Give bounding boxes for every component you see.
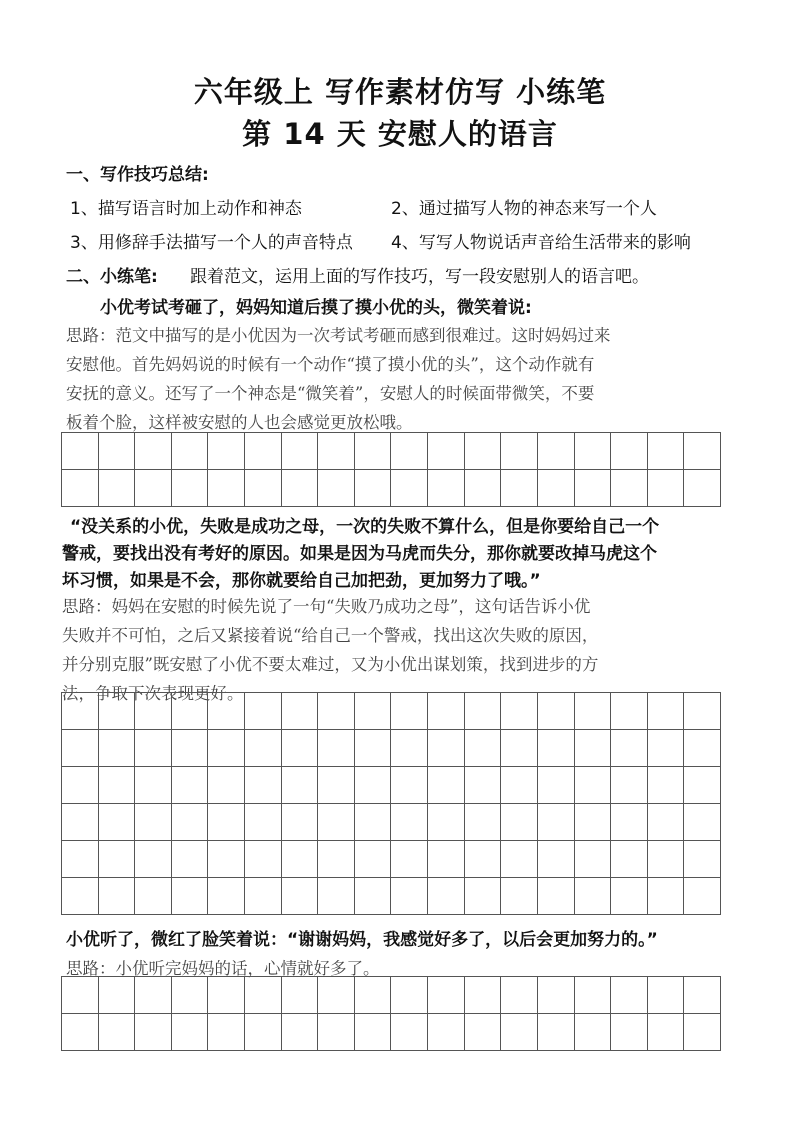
- grid-cell[interactable]: [538, 977, 575, 1014]
- grid-cell[interactable]: [538, 804, 575, 841]
- grid-cell[interactable]: [428, 730, 465, 767]
- grid-cell[interactable]: [99, 977, 136, 1014]
- passage1-thought-line: 思路：范文中描写的是小优因为一次考试考砸而感到很难过。这时妈妈过来: [66, 326, 611, 345]
- grid-cell[interactable]: [428, 878, 465, 915]
- grid-cell[interactable]: [355, 878, 392, 915]
- grid-cell[interactable]: [318, 767, 355, 804]
- grid-cell[interactable]: [318, 470, 355, 507]
- grid-cell[interactable]: [611, 804, 648, 841]
- grid-cell[interactable]: [208, 433, 245, 470]
- grid-cell[interactable]: [172, 841, 209, 878]
- grid-cell[interactable]: [135, 841, 172, 878]
- grid-cell[interactable]: [135, 433, 172, 470]
- grid-cell[interactable]: [611, 767, 648, 804]
- tip-1: 1、描写语言时加上动作和神态: [70, 199, 302, 219]
- passage2-sentence-line: “没关系的小优，失败是成功之母，一次的失败不算什么，但是你要给自己一个: [70, 517, 660, 537]
- grid-row: [62, 730, 721, 767]
- grid-cell[interactable]: [282, 767, 319, 804]
- grid-cell[interactable]: [282, 433, 319, 470]
- grid-cell[interactable]: [428, 470, 465, 507]
- grid-cell[interactable]: [501, 433, 538, 470]
- grid-cell[interactable]: [428, 841, 465, 878]
- grid-cell[interactable]: [172, 693, 209, 730]
- grid-cell[interactable]: [245, 730, 282, 767]
- grid-cell[interactable]: [172, 767, 209, 804]
- grid-cell[interactable]: [355, 977, 392, 1014]
- grid-cell[interactable]: [318, 1014, 355, 1051]
- grid-row: [62, 804, 721, 841]
- section2-heading: 二、小练笔:: [66, 267, 158, 287]
- grid-cell[interactable]: [135, 804, 172, 841]
- grid-cell[interactable]: [391, 841, 428, 878]
- grid-cell[interactable]: [684, 841, 721, 878]
- grid-cell[interactable]: [465, 977, 502, 1014]
- grid-cell[interactable]: [318, 433, 355, 470]
- grid-cell[interactable]: [501, 730, 538, 767]
- grid-cell[interactable]: [208, 804, 245, 841]
- grid-cell[interactable]: [62, 730, 99, 767]
- grid-cell[interactable]: [62, 470, 99, 507]
- grid-cell[interactable]: [355, 804, 392, 841]
- grid-cell[interactable]: [428, 693, 465, 730]
- grid-cell[interactable]: [428, 804, 465, 841]
- grid-cell[interactable]: [62, 804, 99, 841]
- grid-cell[interactable]: [575, 841, 612, 878]
- grid-row: [62, 878, 721, 915]
- grid-cell[interactable]: [611, 1014, 648, 1051]
- passage2-thought-line: 思路：妈妈在安慰的时候先说了一句“失败乃成功之母”，这句话告诉小优: [62, 597, 591, 616]
- grid-cell[interactable]: [135, 1014, 172, 1051]
- grid-cell[interactable]: [684, 804, 721, 841]
- tip-3: 3、用修辞手法描写一个人的声音特点: [70, 233, 353, 253]
- grid-cell[interactable]: [428, 977, 465, 1014]
- passage1-thought-line: 安慰他。首先妈妈说的时候有一个动作“摸了摸小优的头”，这个动作就有: [66, 355, 595, 374]
- section2-instruction: 跟着范文，运用上面的写作技巧，写一段安慰别人的语言吧。: [190, 267, 649, 287]
- grid-cell[interactable]: [135, 470, 172, 507]
- grid-cell[interactable]: [318, 977, 355, 1014]
- grid-cell[interactable]: [648, 693, 685, 730]
- grid-cell[interactable]: [99, 804, 136, 841]
- grid-cell[interactable]: [62, 767, 99, 804]
- grid-cell[interactable]: [465, 693, 502, 730]
- grid-cell[interactable]: [62, 878, 99, 915]
- grid-row: [62, 1014, 721, 1051]
- grid-cell[interactable]: [501, 1014, 538, 1051]
- grid-cell[interactable]: [135, 693, 172, 730]
- grid-cell[interactable]: [318, 841, 355, 878]
- writing-grid-3[interactable]: [61, 976, 721, 1051]
- grid-cell[interactable]: [282, 693, 319, 730]
- grid-cell[interactable]: [575, 977, 612, 1014]
- grid-row: [62, 693, 721, 730]
- grid-cell[interactable]: [575, 470, 612, 507]
- grid-cell[interactable]: [62, 693, 99, 730]
- grid-cell[interactable]: [282, 804, 319, 841]
- grid-cell[interactable]: [62, 841, 99, 878]
- passage2-thought-line: 失败并不可怕，之后又紧接着说“给自己一个警戒，找出这次失败的原因，: [62, 626, 599, 645]
- grid-cell[interactable]: [355, 767, 392, 804]
- grid-cell[interactable]: [611, 841, 648, 878]
- grid-cell[interactable]: [501, 804, 538, 841]
- grid-cell[interactable]: [684, 878, 721, 915]
- grid-cell[interactable]: [99, 767, 136, 804]
- grid-cell[interactable]: [648, 470, 685, 507]
- grid-cell[interactable]: [391, 730, 428, 767]
- grid-cell[interactable]: [684, 433, 721, 470]
- grid-cell[interactable]: [208, 730, 245, 767]
- grid-cell[interactable]: [282, 977, 319, 1014]
- grid-cell[interactable]: [538, 693, 575, 730]
- passage2-thought-line: 法，争取下次表现更好。: [62, 684, 244, 703]
- grid-cell[interactable]: [208, 1014, 245, 1051]
- grid-cell[interactable]: [648, 767, 685, 804]
- grid-cell[interactable]: [611, 977, 648, 1014]
- grid-cell[interactable]: [355, 730, 392, 767]
- grid-cell[interactable]: [684, 693, 721, 730]
- grid-cell[interactable]: [575, 730, 612, 767]
- grid-cell[interactable]: [501, 977, 538, 1014]
- grid-cell[interactable]: [245, 767, 282, 804]
- grid-cell[interactable]: [575, 693, 612, 730]
- grid-cell[interactable]: [245, 693, 282, 730]
- passage1-sentence: 小优考试考砸了，妈妈知道后摸了摸小优的头，微笑着说:: [100, 298, 532, 318]
- writing-grid-2[interactable]: [61, 692, 721, 915]
- grid-cell[interactable]: [465, 878, 502, 915]
- grid-cell[interactable]: [611, 470, 648, 507]
- passage3-sentence: 小优听了，微红了脸笑着说：“谢谢妈妈，我感觉好多了，以后会更加努力的。”: [66, 930, 658, 950]
- grid-cell[interactable]: [245, 1014, 282, 1051]
- grid-cell[interactable]: [684, 730, 721, 767]
- grid-cell[interactable]: [538, 878, 575, 915]
- grid-cell[interactable]: [465, 730, 502, 767]
- grid-cell[interactable]: [99, 433, 136, 470]
- grid-cell[interactable]: [99, 1014, 136, 1051]
- passage1-thought-line: 安抚的意义。还写了一个神态是“微笑着”，安慰人的时候面带微笑，不要: [66, 384, 595, 403]
- grid-cell[interactable]: [648, 730, 685, 767]
- grid-cell[interactable]: [538, 1014, 575, 1051]
- grid-cell[interactable]: [172, 977, 209, 1014]
- grid-cell[interactable]: [172, 804, 209, 841]
- grid-cell[interactable]: [318, 804, 355, 841]
- grid-row: [62, 470, 721, 507]
- grid-cell[interactable]: [648, 433, 685, 470]
- grid-cell[interactable]: [208, 767, 245, 804]
- section1-heading: 一、写作技巧总结:: [66, 165, 209, 185]
- grid-cell[interactable]: [99, 730, 136, 767]
- grid-cell[interactable]: [355, 693, 392, 730]
- passage3-thought-line: 思路：小优听完妈妈的话，心情就好多了。: [66, 959, 380, 978]
- grid-cell[interactable]: [62, 1014, 99, 1051]
- grid-cell[interactable]: [282, 470, 319, 507]
- grid-cell[interactable]: [208, 878, 245, 915]
- grid-cell[interactable]: [282, 841, 319, 878]
- grid-cell[interactable]: [538, 730, 575, 767]
- grid-cell[interactable]: [391, 977, 428, 1014]
- grid-cell[interactable]: [135, 878, 172, 915]
- grid-cell[interactable]: [282, 1014, 319, 1051]
- grid-cell[interactable]: [172, 730, 209, 767]
- grid-cell[interactable]: [318, 878, 355, 915]
- grid-cell[interactable]: [391, 693, 428, 730]
- grid-cell[interactable]: [99, 470, 136, 507]
- grid-cell[interactable]: [611, 878, 648, 915]
- grid-cell[interactable]: [355, 433, 392, 470]
- grid-cell[interactable]: [648, 804, 685, 841]
- grid-cell[interactable]: [172, 878, 209, 915]
- grid-cell[interactable]: [501, 878, 538, 915]
- grid-cell[interactable]: [318, 693, 355, 730]
- grid-cell[interactable]: [391, 878, 428, 915]
- grid-cell[interactable]: [355, 1014, 392, 1051]
- grid-cell[interactable]: [684, 977, 721, 1014]
- grid-cell[interactable]: [172, 1014, 209, 1051]
- grid-cell[interactable]: [428, 1014, 465, 1051]
- grid-cell[interactable]: [501, 470, 538, 507]
- grid-cell[interactable]: [391, 470, 428, 507]
- grid-cell[interactable]: [684, 767, 721, 804]
- grid-cell[interactable]: [245, 878, 282, 915]
- grid-cell[interactable]: [538, 841, 575, 878]
- grid-cell[interactable]: [611, 433, 648, 470]
- grid-cell[interactable]: [611, 730, 648, 767]
- grid-cell[interactable]: [245, 470, 282, 507]
- passage2-thought-line: 并分别克服”既安慰了小优不要太难过，又为小优出谋划策，找到进步的方: [62, 655, 599, 674]
- grid-cell[interactable]: [391, 433, 428, 470]
- grid-cell[interactable]: [172, 433, 209, 470]
- grid-cell[interactable]: [62, 977, 99, 1014]
- grid-cell[interactable]: [465, 1014, 502, 1051]
- grid-cell[interactable]: [465, 767, 502, 804]
- tip-2: 2、通过描写人物的神态来写一个人: [391, 199, 657, 219]
- grid-cell[interactable]: [465, 841, 502, 878]
- grid-cell[interactable]: [208, 977, 245, 1014]
- grid-cell[interactable]: [575, 767, 612, 804]
- page-title-line2: 第 14 天 安慰人的语言: [242, 117, 558, 151]
- grid-cell[interactable]: [355, 470, 392, 507]
- page-title-line1: 六年级上 写作素材仿写 小练笔: [193, 75, 607, 109]
- grid-cell[interactable]: [428, 433, 465, 470]
- grid-cell[interactable]: [465, 470, 502, 507]
- grid-cell[interactable]: [135, 767, 172, 804]
- grid-cell[interactable]: [501, 693, 538, 730]
- grid-cell[interactable]: [575, 433, 612, 470]
- grid-cell[interactable]: [245, 977, 282, 1014]
- grid-cell[interactable]: [648, 1014, 685, 1051]
- grid-cell[interactable]: [245, 804, 282, 841]
- grid-cell[interactable]: [99, 878, 136, 915]
- grid-cell[interactable]: [99, 693, 136, 730]
- writing-grid-1[interactable]: [61, 432, 721, 507]
- grid-cell[interactable]: [208, 841, 245, 878]
- grid-cell[interactable]: [648, 878, 685, 915]
- grid-cell[interactable]: [465, 433, 502, 470]
- grid-cell[interactable]: [172, 470, 209, 507]
- grid-cell[interactable]: [684, 470, 721, 507]
- grid-cell[interactable]: [208, 470, 245, 507]
- grid-cell[interactable]: [611, 693, 648, 730]
- grid-cell[interactable]: [428, 767, 465, 804]
- grid-cell[interactable]: [135, 977, 172, 1014]
- grid-cell[interactable]: [62, 433, 99, 470]
- grid-cell[interactable]: [355, 841, 392, 878]
- grid-row: [62, 977, 721, 1014]
- grid-cell[interactable]: [135, 730, 172, 767]
- grid-cell[interactable]: [465, 804, 502, 841]
- passage2-sentence-line: 警戒，要找出没有考好的原因。如果是因为马虎而失分，那你就要改掉马虎这个: [62, 544, 657, 564]
- grid-cell[interactable]: [99, 841, 136, 878]
- grid-cell[interactable]: [391, 767, 428, 804]
- tip-4: 4、写写人物说话声音给生活带来的影响: [391, 233, 691, 253]
- grid-cell[interactable]: [538, 433, 575, 470]
- grid-cell[interactable]: [245, 841, 282, 878]
- grid-cell[interactable]: [391, 1014, 428, 1051]
- grid-row: [62, 767, 721, 804]
- passage1-thought-line: 板着个脸，这样被安慰的人也会感觉更放松哦。: [66, 413, 413, 432]
- grid-row: [62, 841, 721, 878]
- grid-cell[interactable]: [208, 693, 245, 730]
- grid-cell[interactable]: [575, 1014, 612, 1051]
- grid-cell[interactable]: [391, 804, 428, 841]
- grid-cell[interactable]: [575, 804, 612, 841]
- grid-cell[interactable]: [684, 1014, 721, 1051]
- grid-cell[interactable]: [648, 841, 685, 878]
- grid-cell[interactable]: [318, 730, 355, 767]
- grid-cell[interactable]: [282, 878, 319, 915]
- grid-cell[interactable]: [245, 433, 282, 470]
- grid-cell[interactable]: [501, 767, 538, 804]
- grid-cell[interactable]: [282, 730, 319, 767]
- grid-cell[interactable]: [538, 470, 575, 507]
- grid-cell[interactable]: [648, 977, 685, 1014]
- grid-cell[interactable]: [501, 841, 538, 878]
- grid-cell[interactable]: [538, 767, 575, 804]
- grid-row: [62, 433, 721, 470]
- grid-cell[interactable]: [575, 878, 612, 915]
- passage2-sentence-line: 坏习惯，如果是不会，那你就要给自己加把劲，更加努力了哦。”: [62, 571, 541, 591]
